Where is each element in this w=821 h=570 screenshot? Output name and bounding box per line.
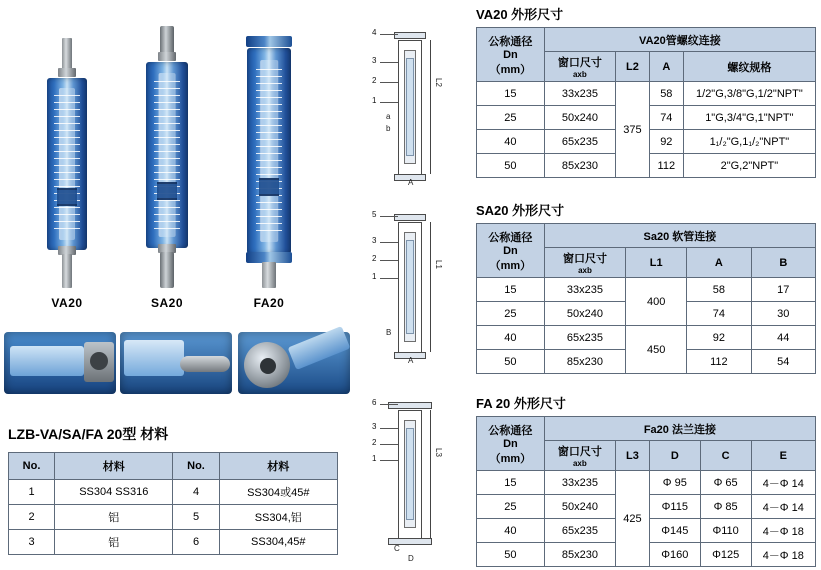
sa20-head-l1: L1 — [626, 248, 687, 278]
sa20-top-nut — [158, 52, 176, 61]
section-va20 — [476, 4, 816, 178]
cell: 50 — [477, 154, 545, 178]
fa20-dim-D: D — [408, 554, 414, 563]
fa20-bottom-stem — [262, 262, 276, 288]
va20-head-dn-l1: 公称通径 — [488, 35, 533, 48]
fa20-head-d: D — [649, 441, 700, 471]
sa20-leader-2 — [380, 260, 398, 261]
cell: 65x235 — [544, 130, 615, 154]
fa20-dim-C: C — [394, 544, 400, 553]
va20-head-dn-l3: （mm） — [489, 63, 532, 76]
sa20-dim-B: B — [386, 328, 392, 337]
fa20-dim-L3: L3 — [434, 448, 443, 457]
fa20-head-window-l2: axb — [572, 459, 587, 468]
sa20-leader-5 — [380, 216, 398, 217]
cell: 74 — [649, 106, 683, 130]
table-row — [477, 326, 816, 350]
cell: 40 — [477, 519, 545, 543]
caption-fa20: FA20 — [253, 296, 285, 310]
cell: 85x230 — [544, 154, 615, 178]
materials-table — [8, 452, 338, 555]
cell: Φ160 — [649, 543, 700, 567]
sa20-group-header: Sa20 软管连接 — [544, 224, 815, 248]
materials-col-no2: No. — [173, 453, 219, 480]
cell: 30 — [751, 302, 815, 326]
va20-callout-4: 4 — [372, 28, 377, 37]
va20-callout-1: 1 — [372, 96, 377, 105]
va20-head-window — [544, 52, 615, 82]
technical-drawings — [352, 0, 472, 570]
drawing-va20 — [372, 28, 472, 188]
cell: 50x240 — [544, 302, 625, 326]
cell: Φ 95 — [649, 471, 700, 495]
cell: 铝 — [55, 530, 173, 555]
va20-leader-3 — [380, 62, 398, 63]
cell: 375 — [615, 82, 649, 178]
sa20-leader-1 — [380, 278, 398, 279]
va20-dim-b: b — [386, 124, 391, 133]
cell: 40 — [477, 326, 545, 350]
cell: 1₁/₂"G,1₁/₂"NPT" — [683, 130, 815, 154]
cell: Φ125 — [700, 543, 751, 567]
sa20-dwg-top-cap — [394, 214, 426, 221]
cell: SS304 SS316 — [55, 480, 173, 505]
fa20-top-flange — [246, 36, 292, 47]
cell: Φ 65 — [700, 471, 751, 495]
va20-dwg-top-cap — [394, 32, 426, 39]
section-sa20-title: SA20 外形尺寸 — [476, 203, 565, 218]
cell: 2"G,2"NPT" — [683, 154, 815, 178]
cell: 112 — [649, 154, 683, 178]
cell: 6 — [173, 530, 219, 555]
fa20-head-window — [544, 441, 615, 471]
table-sa20 — [476, 223, 816, 374]
fa20-dim-L3-line — [430, 410, 431, 538]
fa20-group-header: Fa20 法兰连接 — [544, 417, 815, 441]
cell: 3 — [9, 530, 55, 555]
drawing-sa20 — [372, 210, 472, 370]
va20-top-stem — [62, 38, 72, 72]
cell: 65x235 — [544, 519, 615, 543]
va20-leader-4 — [380, 34, 398, 35]
table-row — [477, 471, 816, 495]
materials-col-no1: No. — [9, 453, 55, 480]
cell: 40 — [477, 130, 545, 154]
va20-body — [47, 78, 87, 250]
fa20-head-c: C — [700, 441, 751, 471]
sa20-head-dn-l1: 公称通径 — [488, 231, 533, 244]
fa20-head-dn-l1: 公称通径 — [488, 424, 533, 437]
fa20-head-dn-l3: （mm） — [489, 452, 532, 465]
cell: 4－Φ 18 — [751, 543, 815, 567]
sa20-dwg-tube — [406, 240, 414, 334]
cell: 92 — [687, 326, 751, 350]
va20-group-header: VA20管螺纹连接 — [544, 28, 815, 52]
fa20-body — [247, 48, 291, 254]
va20-callout-2: 2 — [372, 76, 377, 85]
cell: 33x235 — [544, 278, 625, 302]
cell: 425 — [615, 471, 649, 567]
sa20-dim-L1-line — [430, 222, 431, 352]
table-row — [9, 530, 338, 555]
table-header-row — [477, 417, 816, 441]
va20-dim-L2-line — [430, 40, 431, 174]
va20-dwg-tube — [406, 58, 414, 156]
cell: 50 — [477, 543, 545, 567]
cell: 50 — [477, 350, 545, 374]
va20-callout-3: 3 — [372, 56, 377, 65]
cell: Φ 85 — [700, 495, 751, 519]
va20-float — [57, 188, 77, 206]
cell: 33x235 — [544, 82, 615, 106]
va20-head-window-l2: axb — [572, 70, 587, 79]
fa20-scale — [256, 69, 282, 234]
cell: 25 — [477, 106, 545, 130]
cell: 85x230 — [544, 543, 615, 567]
fa20-leader-1 — [380, 460, 398, 461]
va20-bottom-stem — [62, 254, 72, 288]
cell: 1"G,3/4"G,1"NPT" — [683, 106, 815, 130]
sa20-head-window-l2: axb — [578, 266, 592, 275]
materials-col-mat1: 材料 — [55, 453, 173, 480]
cell: 25 — [477, 495, 545, 519]
cell: 25 — [477, 302, 545, 326]
table-row — [477, 278, 816, 302]
fa20-leader-3 — [380, 428, 398, 429]
cell: 4－Φ 18 — [751, 519, 815, 543]
cell: 15 — [477, 471, 545, 495]
fa20-head-window-l1: 窗口尺寸 — [557, 446, 602, 458]
drawing-fa20 — [372, 398, 472, 563]
cell: 17 — [751, 278, 815, 302]
fa20-callout-6: 6 — [372, 398, 377, 407]
cell: 92 — [649, 130, 683, 154]
cell: 65x235 — [544, 326, 625, 350]
cell: Φ110 — [700, 519, 751, 543]
sa20-dim-A: A — [408, 356, 414, 365]
cell: Φ145 — [649, 519, 700, 543]
sa20-head-dn-l2: Dn — [503, 244, 518, 257]
sa20-head-b: B — [751, 248, 815, 278]
materials-header-row — [9, 453, 338, 480]
va20-dim-A: A — [408, 178, 414, 187]
cell: 400 — [626, 278, 687, 326]
sa20-callout-1: 1 — [372, 272, 377, 281]
va20-head-dn-l2: Dn — [503, 48, 518, 61]
table-row — [477, 82, 816, 106]
fa20-callout-1: 1 — [372, 454, 377, 463]
va20-leader-1 — [380, 102, 398, 103]
cell: 1 — [9, 480, 55, 505]
sa20-dim-L1: L1 — [434, 260, 443, 269]
caption-sa20: SA20 — [150, 296, 184, 310]
cell: 4－Φ 14 — [751, 495, 815, 519]
cell: 33x235 — [544, 471, 615, 495]
sa20-callout-2: 2 — [372, 254, 377, 263]
sa20-leader-3 — [380, 242, 398, 243]
sa20-callout-5: 5 — [372, 210, 377, 219]
table-row — [9, 480, 338, 505]
cell: 1/2"G,3/8"G,1/2"NPT" — [683, 82, 815, 106]
sa20-bottom-hose — [160, 252, 174, 288]
fa20-head-l3: L3 — [615, 441, 649, 471]
va20-head-window-l1: 窗口尺寸 — [557, 57, 602, 69]
cell: 铝 — [55, 505, 173, 530]
va20-top-nut — [58, 68, 76, 77]
cell: 15 — [477, 82, 545, 106]
sa20-head-window-l1: 窗口尺寸 — [562, 253, 607, 265]
cell: 15 — [477, 278, 545, 302]
cell: 2 — [9, 505, 55, 530]
table-fa20 — [476, 416, 816, 567]
fa20-callout-3: 3 — [372, 422, 377, 431]
sa20-head-dn — [477, 224, 545, 278]
caption-va20: VA20 — [51, 296, 83, 310]
cell: 58 — [649, 82, 683, 106]
cell: 4－Φ 14 — [751, 471, 815, 495]
section-fa20 — [476, 393, 816, 567]
va20-head-l2: L2 — [615, 52, 649, 82]
sa20-callout-3: 3 — [372, 236, 377, 245]
fa20-callout-2: 2 — [372, 438, 377, 447]
section-fa20-title: FA 20 外形尺寸 — [476, 396, 566, 411]
sa20-float — [157, 182, 177, 200]
cell: SS304,45# — [219, 530, 337, 555]
sa20-top-hose — [160, 26, 174, 54]
fa20-head-e: E — [751, 441, 815, 471]
cell: 50x240 — [544, 495, 615, 519]
va20-head-a: A — [649, 52, 683, 82]
va20-scale — [54, 95, 80, 233]
materials-col-mat2: 材料 — [219, 453, 337, 480]
sa20-head-window — [544, 248, 625, 278]
va20-head-dn — [477, 28, 545, 82]
section-va20-title: VA20 外形尺寸 — [476, 7, 564, 22]
fa20-float — [259, 178, 279, 196]
fa20-leader-6 — [380, 404, 398, 405]
product-photo-sa20 — [122, 26, 212, 288]
cell: 74 — [687, 302, 751, 326]
cell: SS304,铝 — [219, 505, 337, 530]
product-photo-va20 — [22, 38, 112, 288]
fa20-head-dn — [477, 417, 545, 471]
cell: 5 — [173, 505, 219, 530]
table-header-row — [477, 224, 816, 248]
product-photos — [0, 0, 350, 330]
product-photo-fa20 — [224, 36, 314, 288]
cell: 50x240 — [544, 106, 615, 130]
detail-photo-flange — [238, 332, 350, 394]
fa20-head-dn-l2: Dn — [503, 437, 518, 450]
section-sa20 — [476, 200, 816, 374]
cell: 58 — [687, 278, 751, 302]
cell: Φ115 — [649, 495, 700, 519]
sa20-head-a: A — [687, 248, 751, 278]
va20-leader-2 — [380, 82, 398, 83]
sa20-body — [146, 62, 188, 248]
cell: 450 — [626, 326, 687, 374]
va20-head-thread: 螺纹规格 — [683, 52, 815, 82]
sa20-head-dn-l3: （mm） — [489, 259, 532, 272]
detail-photo-hose — [120, 332, 232, 394]
va20-dim-L2: L2 — [434, 78, 443, 87]
cell: 85x230 — [544, 350, 625, 374]
cell: 4 — [173, 480, 219, 505]
cell: 44 — [751, 326, 815, 350]
sa20-scale — [154, 81, 180, 230]
table-header-row — [477, 28, 816, 52]
va20-dim-a: a — [386, 112, 391, 121]
cell: 112 — [687, 350, 751, 374]
detail-photo-threaded — [4, 332, 116, 394]
table-row — [9, 505, 338, 530]
fa20-leader-2 — [380, 444, 398, 445]
fa20-dwg-tube — [406, 428, 414, 520]
materials-title: LZB-VA/SA/FA 20型 材料 — [8, 426, 169, 442]
table-va20 — [476, 27, 816, 178]
cell: SS304或45# — [219, 480, 337, 505]
cell: 54 — [751, 350, 815, 374]
